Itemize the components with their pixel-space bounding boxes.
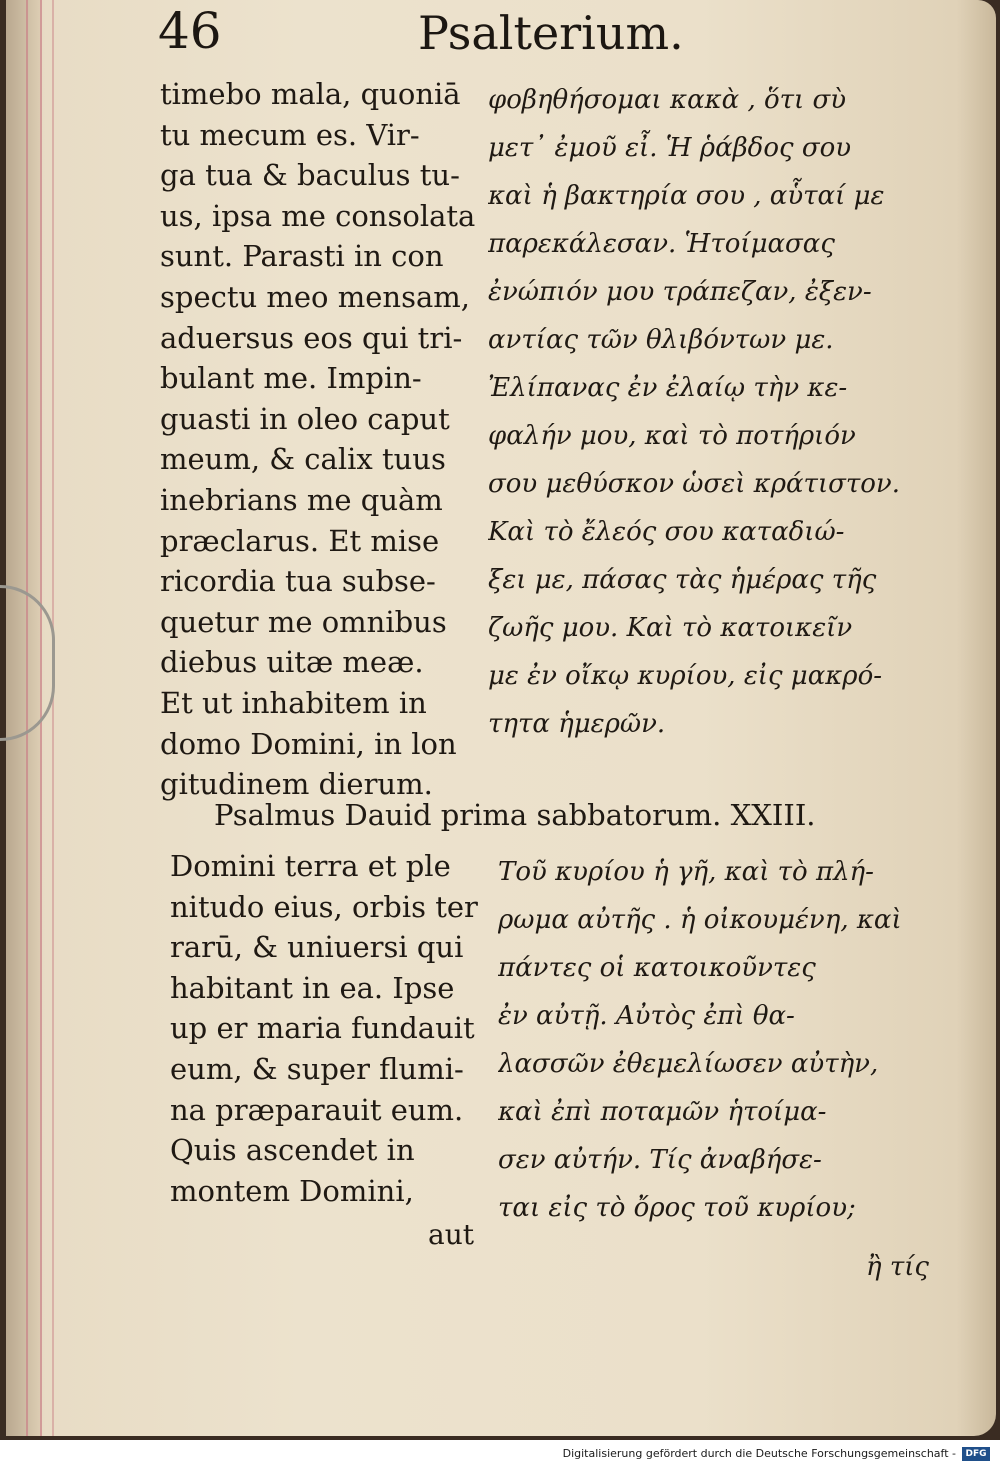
text-line: λασσῶν ἐθεμελίωσεν αὐτὴν,	[498, 1049, 879, 1079]
text-line: sunt. Parasti in con	[160, 239, 444, 274]
text-line: præclarus. Et mise	[160, 523, 440, 558]
text-line: montem Domini,	[170, 1173, 414, 1208]
text-line: up er maria fundauit	[170, 1011, 475, 1046]
text-line: gitudinem dierum.	[160, 767, 433, 802]
text-line: καὶ ἐπὶ ποταμῶν ἡτοίμα-	[498, 1097, 827, 1127]
text-line: παρεκάλεσαν. Ἡτοίμασας	[488, 229, 835, 259]
text-line: meum, & calix tuus	[160, 442, 446, 477]
text-line: eum, & super flumi-	[170, 1051, 464, 1086]
text-line: ξει με, πάσας τὰς ἡμέρας τῆς	[488, 565, 877, 595]
text-line: ζωῆς μου. Καὶ τὸ κατοικεῖν	[488, 613, 853, 643]
text-line: spectu meo mensam,	[160, 279, 470, 314]
text-line: ται εἰς τὸ ὄρος τοῦ κυρίου;	[498, 1193, 856, 1223]
text-line: ἐν αὐτῇ. Αὐτὸς ἐπὶ θα-	[498, 1001, 795, 1031]
text-line: Ἐλίπανας ἐν ἐλαίῳ τὴν κε-	[488, 373, 848, 403]
text-line: σου μεθύσκον ὡσεὶ κράτιστον.	[488, 469, 900, 499]
text-line: tu mecum es. Vir-	[160, 117, 420, 152]
running-title: Psalterium.	[418, 6, 684, 60]
text-line: diebus uitæ meæ.	[160, 645, 424, 680]
text-line: aduersus eos qui tri-	[160, 320, 463, 355]
catchword-greek: ἢ τίς	[866, 1252, 929, 1282]
text-line: na præparauit eum.	[170, 1092, 464, 1127]
text-line: ρωμα αὐτῆς . ἡ οἰκουμένη, καὶ	[498, 905, 902, 935]
page-edge-line	[52, 0, 54, 1436]
text-line: domo Domini, in lon	[160, 726, 457, 761]
text-line: σεν αὐτήν. Τίς ἀναβήσε-	[498, 1145, 822, 1175]
text-line: Domini terra et ple	[170, 849, 451, 883]
text-line: guasti in oleo caput	[160, 401, 450, 436]
text-line: φοβηθήσομαι κακὰ , ὅτι σὺ	[488, 85, 847, 115]
text-line: Quis ascendet in	[170, 1133, 415, 1168]
text-line: ricordia tua subse-	[160, 564, 436, 599]
text-line: καὶ ἡ βακτηρία σου , αὗταί με	[488, 181, 885, 211]
funding-credit: Digitalisierung gefördert durch die Deutsche Forschungsgemeinschaft -	[562, 1447, 956, 1460]
greek-column-1	[488, 76, 938, 748]
text-line: Καὶ τὸ ἔλεός σου καταδιώ-	[488, 517, 845, 547]
text-line: habitant in ea. Ipse	[170, 970, 455, 1005]
text-line: ἐνώπιόν μου τράπεζαν, ἐξεν-	[488, 277, 872, 307]
text-line: ga tua & baculus tu-	[160, 158, 460, 193]
psalm-heading: Psalmus Dauid prima sabbatorum. XXIII.	[214, 798, 816, 832]
text-line: rarū, & uniuersi qui	[170, 930, 464, 965]
text-line: Τοῦ κυρίου ἡ γῆ, καὶ τὸ πλή-	[498, 857, 874, 887]
text-line: inebrians me quàm	[160, 482, 443, 517]
dfg-logo: DFG	[962, 1447, 990, 1461]
text-line: αντίας τῶν θλιβόντων με.	[488, 325, 834, 355]
text-line: timebo mala, quoniā	[160, 77, 461, 111]
latin-column-2	[170, 846, 480, 1211]
text-line: us, ipsa me consolata	[160, 198, 475, 233]
text-line: nitudo eius, orbis ter	[170, 889, 478, 924]
text-line: φαλήν μου, καὶ τὸ ποτήριόν	[488, 421, 856, 451]
latin-column-1	[160, 74, 475, 805]
text-line: με ἐν οἴκῳ κυρίου, εἰς μακρό-	[488, 661, 883, 691]
catchword-latin: aut	[428, 1218, 474, 1251]
greek-column-2	[498, 848, 938, 1232]
footer-bar	[0, 1440, 1000, 1469]
text-line: Et ut inhabitem in	[160, 685, 427, 720]
text-line: μετ᾽ ἐμοῦ εἶ. Ἡ ῥάβδος σου	[488, 133, 852, 163]
page-number: 46	[158, 2, 222, 60]
text-line: πάντες οἱ κατοικοῦντες	[498, 953, 816, 983]
text-line: bulant me. Impin-	[160, 361, 422, 396]
text-line: quetur me omnibus	[160, 604, 447, 639]
text-line: τητα ἡμερῶν.	[488, 709, 666, 739]
